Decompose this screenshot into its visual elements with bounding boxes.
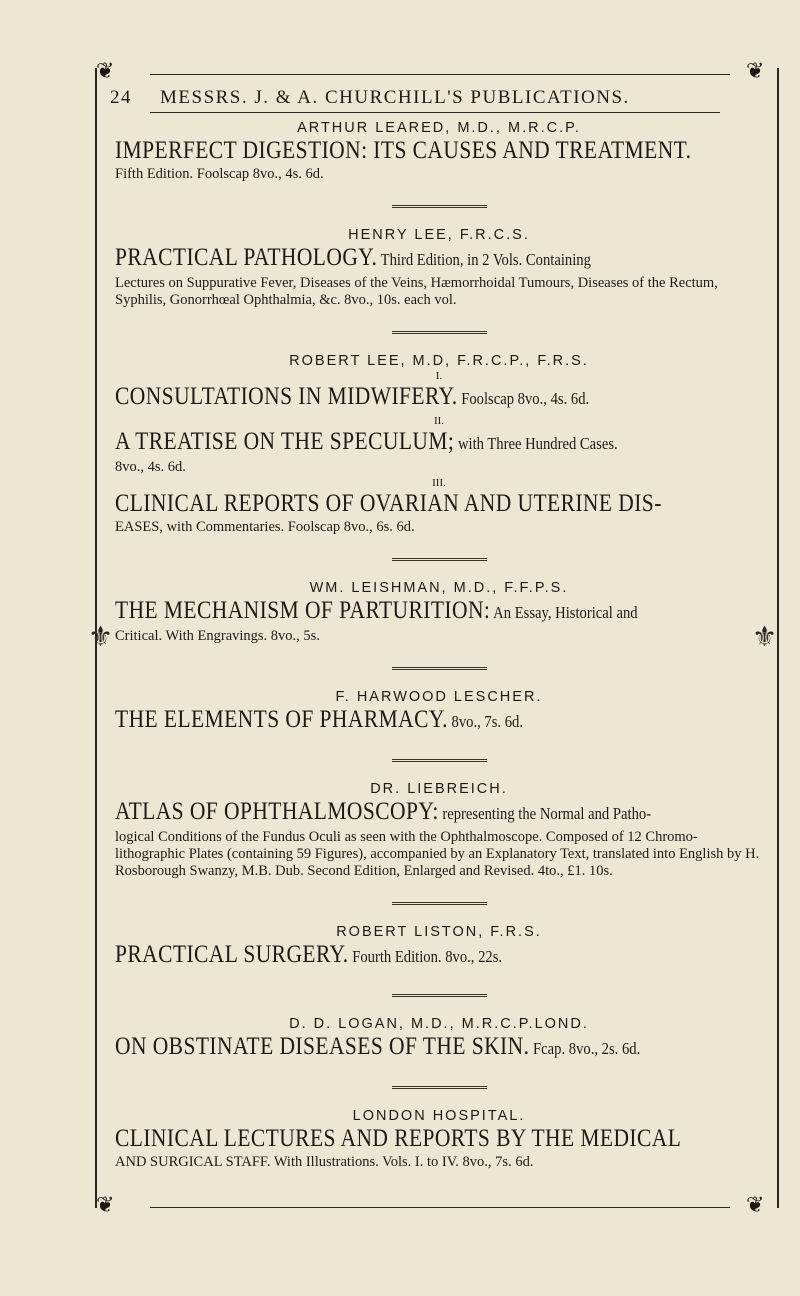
entry-author: LONDON HOSPITAL. <box>352 1108 526 1124</box>
margin-ornament-icon: ⚜ <box>88 622 114 653</box>
divider <box>115 984 763 1002</box>
entry-details: 8vo., 4s. 6d. <box>115 459 186 475</box>
catalogue-list <box>115 120 763 1171</box>
entry-details: logical Conditions of the Fundus Oculi as seen with the Ophthalmoscope. Composed of 12 Chromo-lithographic Plates (containing 59 Figures), accompanied by an Explanatory Text, translated into English by H. Rosborough Swanzy, M.B. Dub. Second Edition, Enlarged and Revised. 4to., £1. 10s. <box>115 829 760 879</box>
page-number: 24 <box>110 87 132 108</box>
entry-author: D. D. LOGAN, M.D., M.R.C.P.LOND. <box>289 1016 589 1032</box>
catalogue-entry <box>115 120 763 183</box>
work-numeral: III. <box>432 477 446 489</box>
catalogue-entry <box>115 781 763 880</box>
divider <box>115 749 763 767</box>
catalogue-entry <box>115 353 763 536</box>
catalogue-entry <box>115 1016 763 1064</box>
entry-title: ATLAS OF OPHTHALMOSCOPY: representing the Normal and Patho- <box>115 798 652 825</box>
entry-author: ROBERT LISTON, F.R.S. <box>336 924 542 940</box>
entry-title: ON OBSTINATE DISEASES OF THE SKIN. Fcap. 8vo., 2s. 6d. <box>115 1033 641 1060</box>
entry-author: WM. LEISHMAN, M.D., F.F.P.S. <box>309 580 569 596</box>
corner-ornament-icon: ❦ <box>96 58 115 83</box>
entry-title: THE MECHANISM OF PARTURITION: An Essay, Historical and <box>115 597 638 624</box>
corner-ornament-icon: ❦ <box>746 1192 765 1217</box>
catalogue-entry <box>115 924 763 972</box>
entry-author: F. HARWOOD LESCHER. <box>335 689 543 705</box>
margin-ornament-icon: ⚜ <box>752 622 778 653</box>
entry-details: Fifth Edition. Foolscap 8vo., 4s. 6d. <box>115 166 324 182</box>
entry-details: AND SURGICAL STAFF. With Illustrations. Vols. I. to IV. 8vo., 7s. 6d. <box>115 1154 534 1170</box>
entry-details: Critical. With Engravings. 8vo., 5s. <box>115 628 320 644</box>
divider <box>115 195 763 213</box>
entry-title: CONSULTATIONS IN MIDWIFERY. Foolscap 8vo., 4s. 6d. <box>115 383 590 410</box>
entry-author: ARTHUR LEARED, M.D., M.R.C.P. <box>297 120 581 136</box>
entry-title: A TREATISE ON THE SPECULUM; with Three Hundred Cases. <box>115 428 618 455</box>
top-rule <box>150 74 730 75</box>
work-numeral: II. <box>433 415 445 427</box>
bottom-rule <box>150 1207 730 1208</box>
catalogue-entry <box>115 227 763 309</box>
corner-ornament-icon: ❦ <box>96 1192 115 1217</box>
entry-title: CLINICAL REPORTS OF OVARIAN AND UTERINE DIS- <box>115 490 662 517</box>
entry-details: Lectures on Suppurative Fever, Diseases of the Veins, Hæmorrhoidal Tumours, Diseases of the Rectum, Syphilis, Gonorrhœal Ophthalmia, &c. 8vo., 10s. each vol. <box>115 275 718 308</box>
entry-details: EASES, with Commentaries. Foolscap 8vo., 6s. 6d. <box>115 519 415 535</box>
catalogue-entry <box>115 580 763 645</box>
divider <box>115 1076 763 1094</box>
entry-author: HENRY LEE, F.R.C.S. <box>348 227 530 243</box>
entry-author: ROBERT LEE, M.D, F.R.C.P., F.R.S. <box>289 353 589 369</box>
divider <box>115 321 763 339</box>
entry-title: PRACTICAL SURGERY. Fourth Edition. 8vo., 22s. <box>115 941 503 968</box>
work-numeral: I. <box>435 370 443 382</box>
entry-author: DR. LIEBREICH. <box>370 781 508 797</box>
catalogue-entry <box>115 689 763 737</box>
entry-title: CLINICAL LECTURES AND REPORTS BY THE MEDICAL <box>115 1125 682 1152</box>
divider <box>115 657 763 675</box>
entry-title: THE ELEMENTS OF PHARMACY. 8vo., 7s. 6d. <box>115 706 524 733</box>
divider <box>115 548 763 566</box>
entry-title: PRACTICAL PATHOLOGY. Third Edition, in 2 Vols. Containing <box>115 244 591 271</box>
header-rule <box>150 112 720 113</box>
corner-ornament-icon: ❦ <box>746 58 765 83</box>
divider <box>115 892 763 910</box>
catalogue-entry <box>115 1108 763 1171</box>
entry-title: IMPERFECT DIGESTION: ITS CAUSES AND TREATMENT. <box>115 137 692 164</box>
running-title: MESSRS. J. & A. CHURCHILL'S PUBLICATIONS. <box>160 87 630 108</box>
